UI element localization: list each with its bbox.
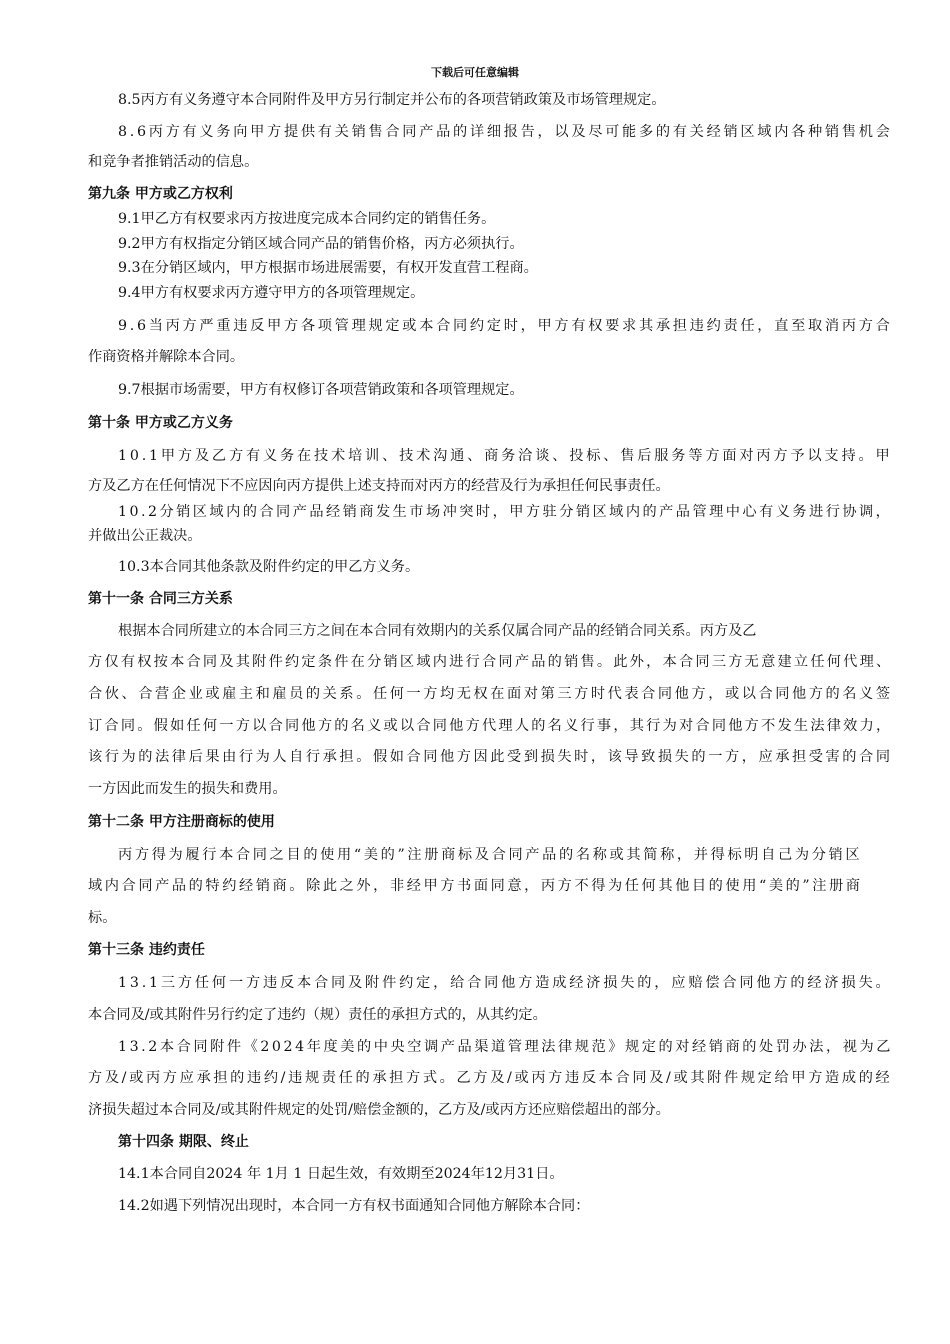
page-header-note: 下载后可任意编辑 [431, 66, 519, 79]
paragraph-line: 作商资格并解除本合同。 [88, 349, 245, 365]
section-heading: 第十条 甲方或乙方义务 [88, 415, 233, 431]
paragraph-line: 济损失超过本合同及/或其附件规定的处罚/赔偿金额的，乙方及/或丙方还应赔偿超出的部分。 [88, 1102, 670, 1118]
paragraph-line: 13.1三方任何一方违反本合同及附件约定，给合同他方造成经济损失的，应赔偿合同他方的经济损失。 [118, 975, 893, 991]
paragraph-line: 方仅有权按本合同及其附件约定条件在分销区域内进行合同产品的销售。此外，本合同三方无意建立任何代理、 [88, 654, 893, 670]
paragraph-line: 并做出公正裁决。 [88, 528, 202, 544]
paragraph-line: 该行为的法律后果由行为人自行承担。假如合同他方因此受到损失时，该导致损失的一方，应承担受害的合同 [88, 749, 893, 765]
paragraph-line: 9.1甲乙方有权要求丙方按进度完成本合同约定的销售任务。 [118, 211, 496, 227]
section-heading: 第十二条 甲方注册商标的使用 [88, 814, 275, 830]
paragraph-line: 订合同。假如任何一方以合同他方的名义或以合同他方代理人的名义行事，其行为对合同他方不发生法律效力， [88, 718, 893, 734]
paragraph-line: 10.3本合同其他条款及附件约定的甲乙方义务。 [118, 559, 420, 575]
paragraph-line: 10.2分销区域内的合同产品经销商发生市场冲突时，甲方驻分销区域内的产品管理中心有义务进行协调， [118, 504, 893, 520]
paragraph-line: 标。 [88, 910, 117, 926]
paragraph-line: 域内合同产品的特约经销商。除此之外，非经甲方书面同意，丙方不得为任何其他目的使用“美的”注册商 [88, 878, 863, 894]
paragraph-line: 9.6当丙方严重违反甲方各项管理规定或本合同约定时，甲方有权要求其承担违约责任，直至取消丙方合 [118, 318, 893, 334]
paragraph-line: 合伙、合营企业或雇主和雇员的关系。任何一方均无权在面对第三方时代表合同他方，或以合同他方的名义签 [88, 686, 893, 702]
section-heading: 第九条 甲方或乙方权利 [88, 186, 233, 202]
paragraph-line: 10.1甲方及乙方有义务在技术培训、技术沟通、商务洽谈、投标、售后服务等方面对丙方予以支持。甲 [118, 448, 893, 464]
section-heading: 第十四条 期限、终止 [118, 1134, 249, 1150]
section-heading: 第十三条 违约责任 [88, 942, 205, 958]
paragraph-line: 方及乙方在任何情况下不应因向丙方提供上述支持而对丙方的经营及行为承担任何民事责任。 [88, 478, 670, 494]
paragraph-line: 14.2如遇下列情况出现时，本合同一方有权书面通知合同他方解除本合同： [118, 1198, 590, 1214]
paragraph-line: 8.5丙方有义务遵守本合同附件及甲方另行制定并公布的各项营销政策及市场管理规定。 [118, 92, 666, 108]
paragraph-line: 本合同及/或其附件另行约定了违约（规）责任的承担方式的，从其约定。 [88, 1007, 547, 1023]
paragraph-line: 9.7根据市场需要，甲方有权修订各项营销政策和各项管理规定。 [118, 382, 524, 398]
paragraph-line: 14.1本合同自2024 年 1月 1 日起生效，有效期至2024年12月31日。 [118, 1166, 564, 1182]
section-heading: 第十一条 合同三方关系 [88, 591, 233, 607]
paragraph-line: 一方因此而发生的损失和费用。 [88, 781, 287, 797]
paragraph-line: 9.2甲方有权指定分销区域合同产品的销售价格，丙方必须执行。 [118, 236, 524, 252]
paragraph-line: 8.6丙方有义务向甲方提供有关销售合同产品的详细报告，以及尽可能多的有关经销区域内各种销售机会 [118, 124, 893, 140]
paragraph-line: 9.4甲方有权要求丙方遵守甲方的各项管理规定。 [118, 285, 425, 301]
paragraph-line: 方及/或丙方应承担的违约/违规责任的承担方式。乙方及/或丙方违反本合同及/或其附件规定给甲方造成的经 [88, 1070, 893, 1086]
paragraph-line: 和竞争者推销活动的信息。 [88, 154, 259, 170]
paragraph-line: 13.2本合同附件《2024年度美的中央空调产品渠道管理法律规范》规定的对经销商的处罚办法，视为乙 [118, 1039, 893, 1055]
paragraph-line: 丙方得为履行本合同之目的使用“美的”注册商标及合同产品的名称或其简称，并得标明自己为分销区 [118, 847, 863, 863]
paragraph-line: 根据本合同所建立的本合同三方之间在本合同有效期内的关系仅属合同产品的经销合同关系。丙方及乙 [118, 623, 757, 639]
paragraph-line: 9.3在分销区域内，甲方根据市场进展需要，有权开发直营工程商。 [118, 260, 538, 276]
